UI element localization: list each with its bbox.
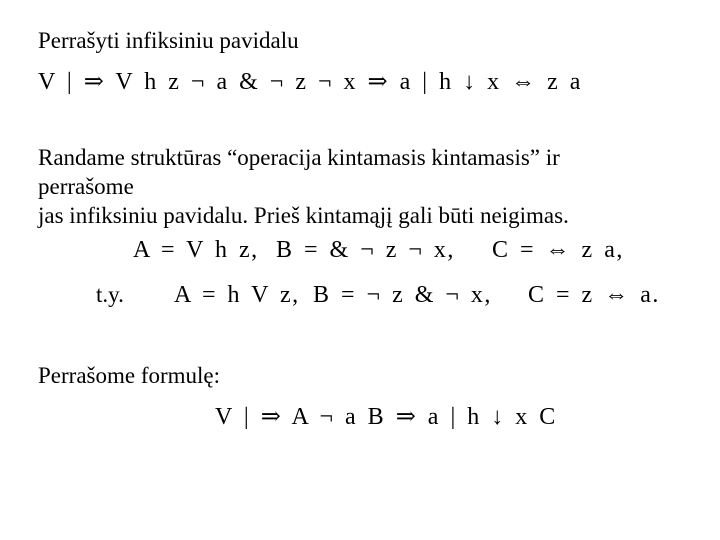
rewritten-formula: V | ⇒ A ¬ a B ⇒ a | h ↓ x C bbox=[215, 404, 557, 430]
heading-rewrite-formula: Perrašome formulę: bbox=[38, 363, 221, 388]
heading-rewrite-infix: Perrašyti infiksiniu pavidalu bbox=[38, 28, 299, 53]
result-b: B = ¬ z & ¬ x, bbox=[313, 282, 492, 308]
result-a: A = h V z, bbox=[174, 282, 300, 308]
definition-a: A = V h z, bbox=[133, 237, 259, 263]
definition-b: B = & ¬ z ¬ x, bbox=[276, 237, 455, 263]
definition-c: C = ⇔ z a, bbox=[492, 237, 624, 263]
explanation-paragraph bbox=[38, 143, 658, 230]
ty-label: t.y. bbox=[96, 282, 124, 307]
explanation-line-1: Randame struktūras “operacija kintamasis kintamasis” ir perrašome bbox=[38, 145, 560, 199]
result-c: C = z ⇔ a. bbox=[528, 282, 660, 308]
original-formula: V | ⇒ V h z ¬ a & ¬ z ¬ x ⇒ a | h ↓ x ⇔ z a bbox=[38, 69, 582, 95]
explanation-line-2: jas infiksiniu pavidalu. Prieš kintamąjį gali būti neigimas. bbox=[38, 203, 569, 228]
